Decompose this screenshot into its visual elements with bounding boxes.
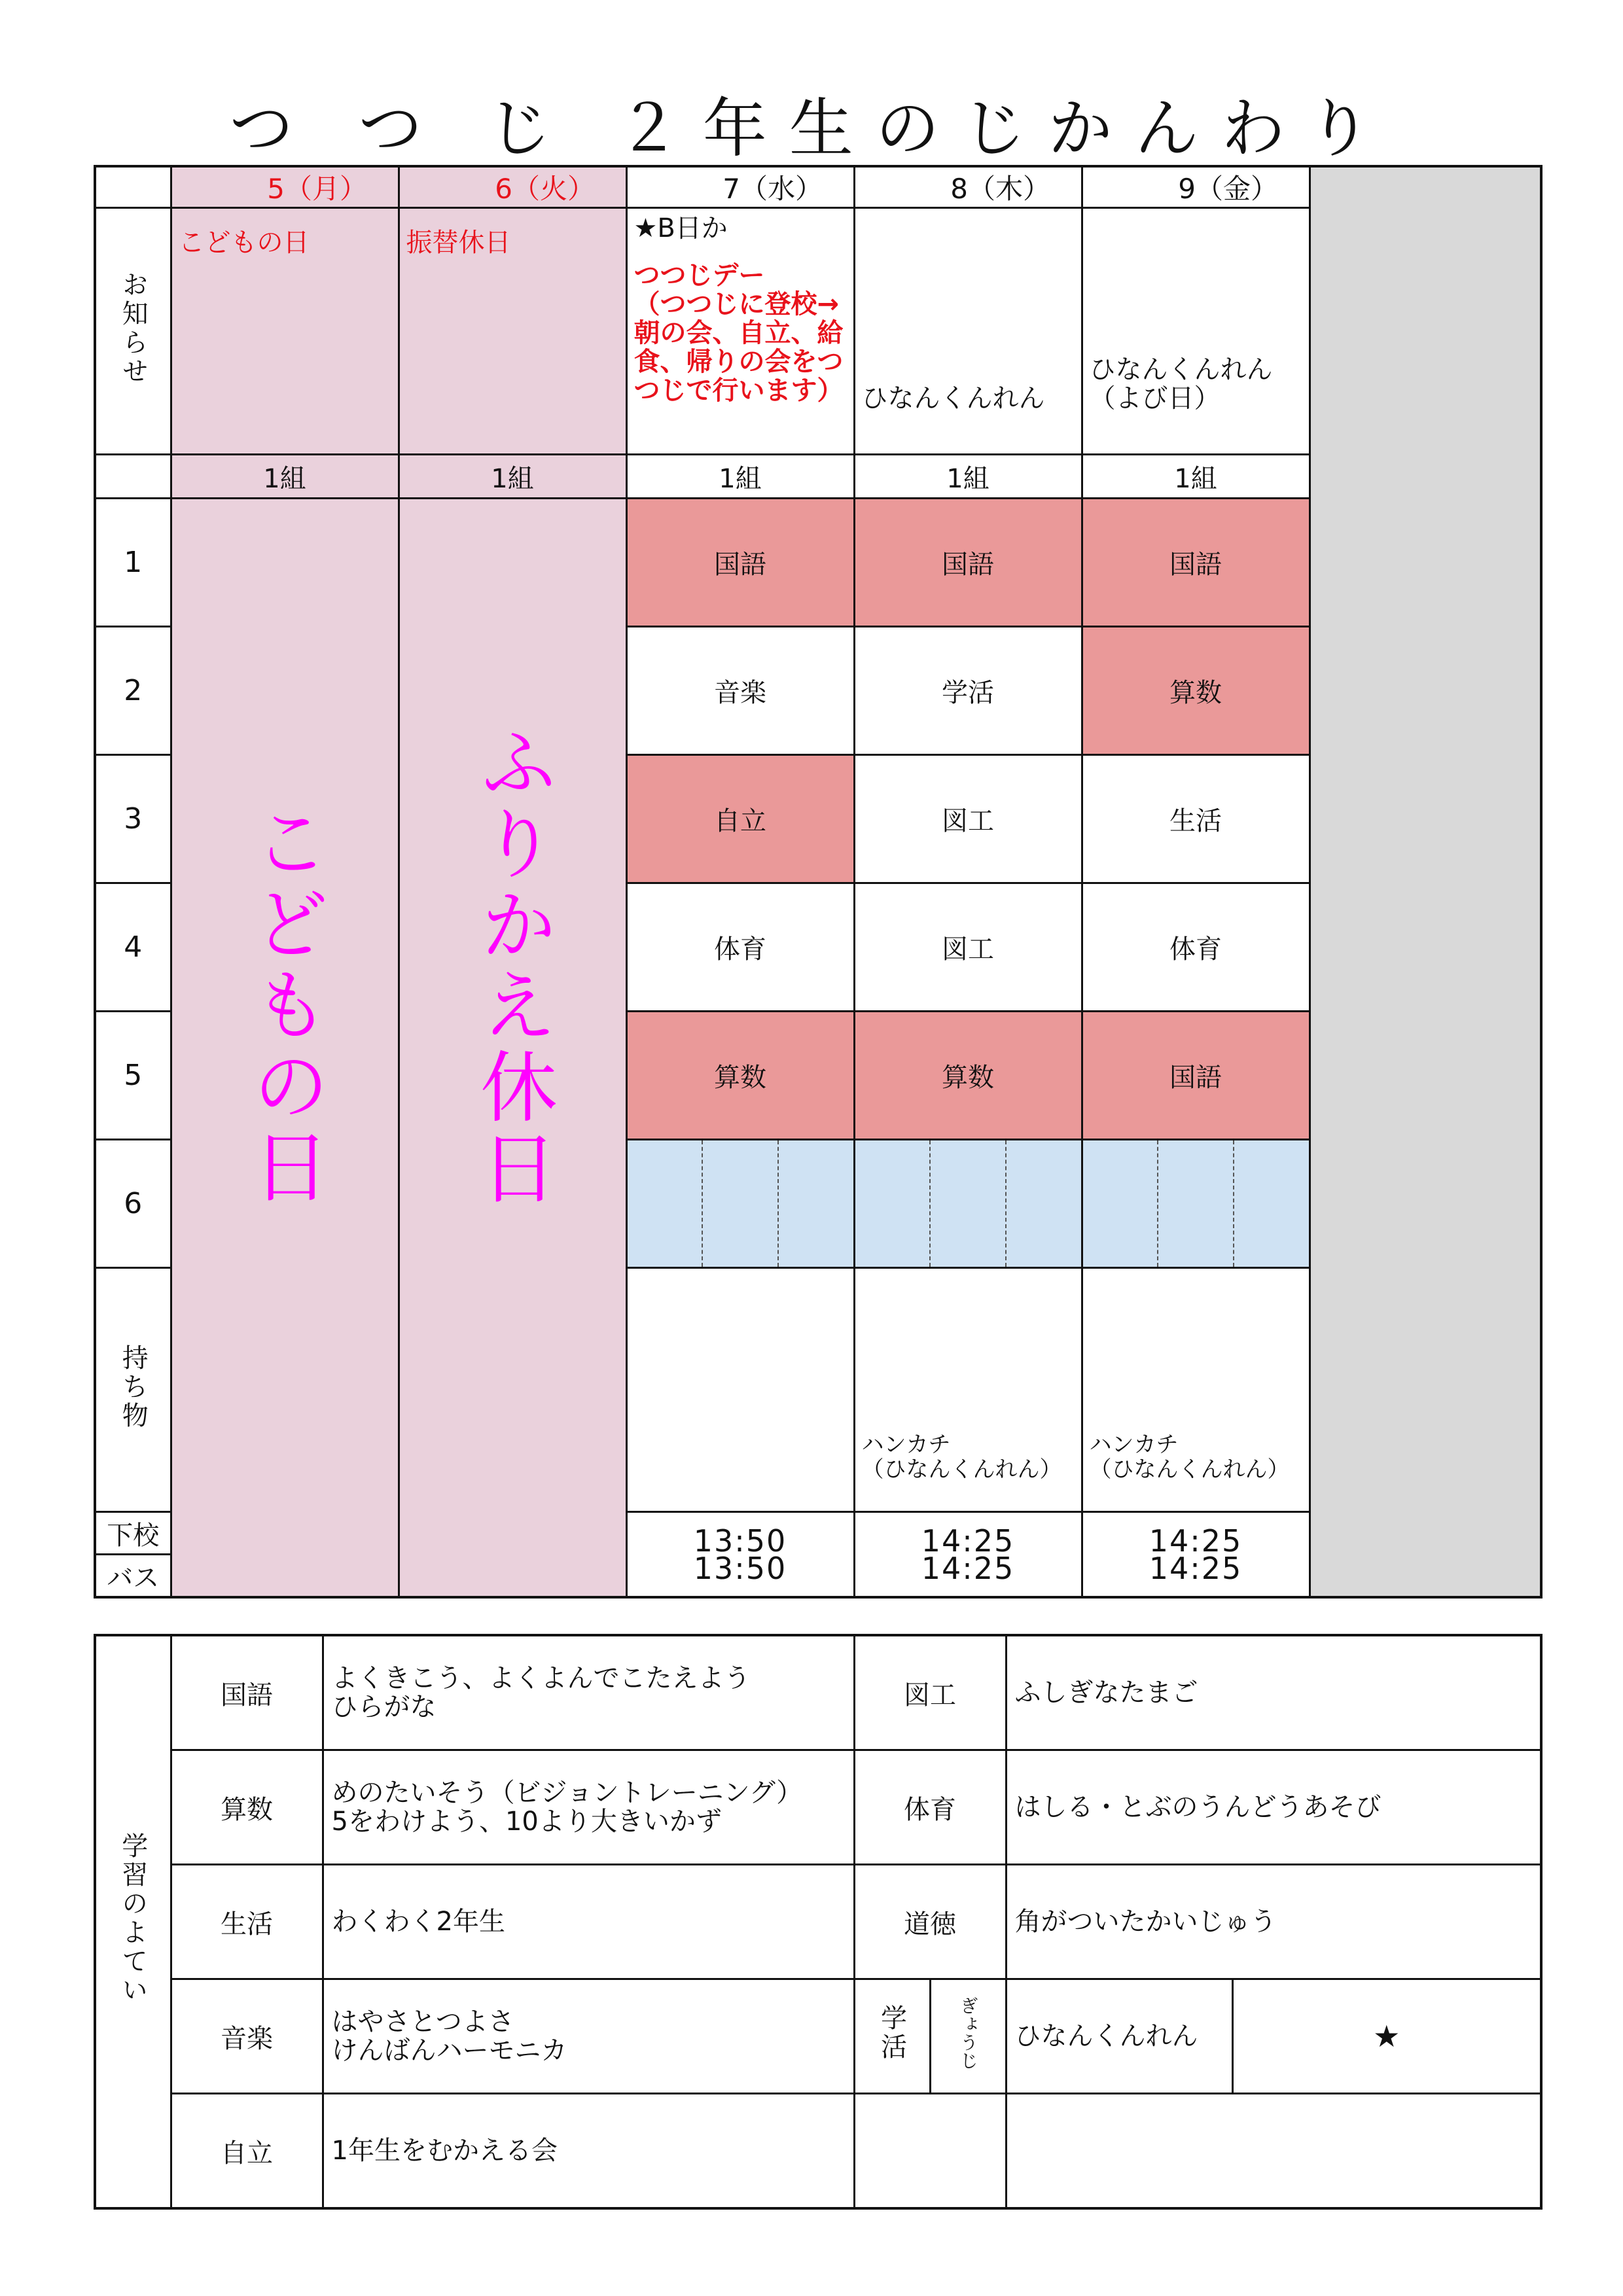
goal-text-empty [1006,2094,1541,2209]
goal-subject: 国語 [171,1635,323,1750]
subject-cell: 算数 [1082,627,1310,755]
goal-text: ふしぎなたまご [1006,1635,1541,1750]
period6-wed [626,1140,854,1268]
subject-cell: 体育 [626,883,854,1012]
items-fri: ハンカチ （ひなんくんれん） [1082,1268,1310,1512]
goal-subject: 図工 [854,1635,1006,1750]
goal-text: わくわく2年生 [323,1865,854,1979]
items-label-cell: 持ち物 [95,1268,171,1512]
period-number: 6 [95,1140,171,1268]
bus-label: バス [95,1555,171,1598]
day-header-mon: 5（月） [171,166,399,208]
class-label-blank [95,455,171,499]
holiday-tue-block [399,499,626,1598]
goal-text: ひなんくんれん [1006,1979,1232,2094]
notice-tue: 振替休日 [399,208,626,455]
times-wed: 13:50 13:50 [626,1512,854,1598]
class-mon: 1組 [171,455,399,499]
holiday-mon-block [171,499,399,1598]
period6-fri [1082,1140,1310,1268]
goal-subject: 音楽 [171,1979,323,2094]
subject-cell: 国語 [854,499,1082,627]
class-wed: 1組 [626,455,854,499]
subject-cell: 学活 [854,627,1082,755]
subject-cell: 国語 [1082,499,1310,627]
notice-thu: ひなんくんれん [854,208,1082,455]
class-thu: 1組 [854,455,1082,499]
subject-cell: 国語 [626,499,854,627]
goal-subject: 自立 [171,2094,323,2209]
day-header-wed: 7（水） [626,166,854,208]
goal-text: 1年生をむかえる会 [323,2094,854,2209]
period6-thu [854,1140,1082,1268]
subject-cell: 算数 [854,1012,1082,1140]
goal-text: よくきこう、よくよんでこたえよう ひらがな [323,1635,854,1750]
class-tue: 1組 [399,455,626,499]
period-number: 2 [95,627,171,755]
page-title: つ つ じ ２年生のじかんわり [229,92,1394,166]
goal-subject: 体育 [854,1750,1006,1865]
goal-text: はやさとつよさ けんばんハーモニカ [323,1979,854,2094]
subject-cell: 体育 [1082,883,1310,1012]
items-wed [626,1268,854,1512]
corner-cell [95,166,171,208]
notice-fri: ひなんくんれん （よび日） [1082,208,1310,455]
subject-cell: 算数 [626,1012,854,1140]
subject-cell: 図工 [854,755,1082,883]
times-thu: 14:25 14:25 [854,1512,1082,1598]
blank-saturday-column [1310,166,1541,1597]
subject-cell: 生活 [1082,755,1310,883]
subject-cell: 自立 [626,755,854,883]
notice-mon: こどもの日 [171,208,399,455]
items-thu: ハンカチ （ひなんくんれん） [854,1268,1082,1512]
learning-plan-label: 学習のよてい [95,1635,171,2208]
goal-subject: 道徳 [854,1865,1006,1979]
notice-wed-star: ★B日か [633,213,728,243]
class-fri: 1組 [1082,455,1310,499]
star-mark: ★ [1232,1979,1541,2094]
subject-cell: 図工 [854,883,1082,1012]
learning-plan-table [94,1634,1543,2210]
period-number: 4 [95,883,171,1012]
times-fri: 14:25 14:25 [1082,1512,1310,1598]
subject-cell: 音楽 [626,627,854,755]
goal-subsubject: ぎょうじ [930,1979,1006,2094]
goal-subject: 生活 [171,1865,323,1979]
notice-wed [626,208,854,455]
period-number: 1 [95,499,171,627]
holiday-mon-text: こどもの日 [240,802,330,1208]
notice-label-cell: お知らせ [95,208,171,455]
goal-text: めのたいそう（ビジョントレーニング） 5をわけよう、10より大きいかず [323,1750,854,1865]
day-header-tue: 6（火） [399,166,626,208]
notice-wed-title: つつじデー [633,260,765,291]
period-number: 3 [95,755,171,883]
holiday-tue-text: ふりかえ休日 [467,722,558,1209]
goal-subject: 学活 [854,1979,930,2094]
dismissal-label: 下校 [95,1512,171,1555]
day-header-fri: 9（金） [1082,166,1310,208]
goal-subject: 算数 [171,1750,323,1865]
timetable [94,165,1543,1598]
day-header-thu: 8（木） [854,166,1082,208]
goal-subject-empty [854,2094,1006,2209]
notice-wed-detail: （つつじに登校→朝の会、自立、給食、帰りの会をつつじで行います） [633,289,844,406]
subject-cell: 国語 [1082,1012,1310,1140]
goal-text: はしる・とぶのうんどうあそび [1006,1750,1541,1865]
goal-text: 角がついたかいじゅう [1006,1865,1541,1979]
period-number: 5 [95,1012,171,1140]
